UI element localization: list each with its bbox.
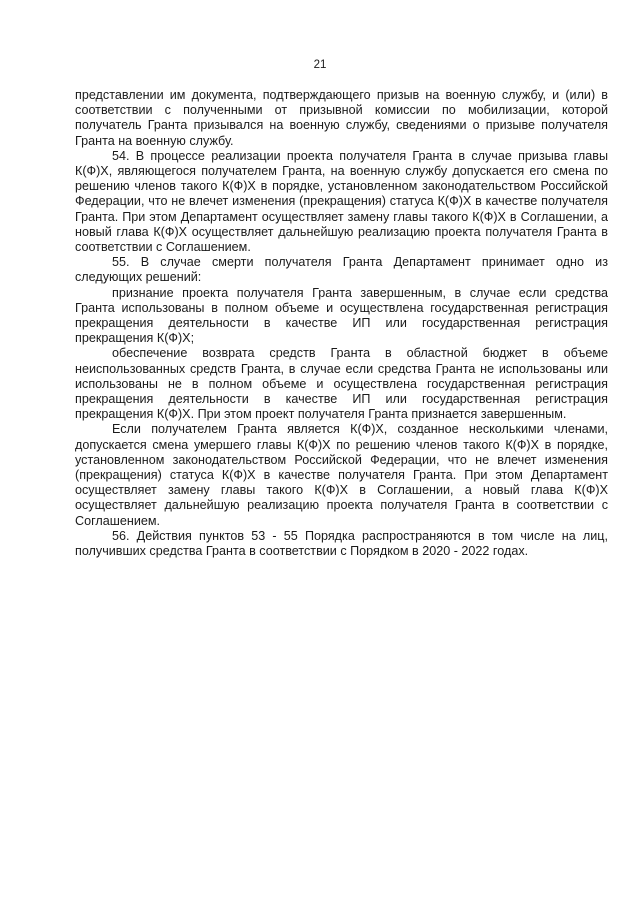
paragraph-decision-completion: признание проекта получателя Гранта завершенным, в случае если средства Гранта использованы в полном объеме и осуществлена государственная регистрация прекращения деятельности в качестве ИП или государственная регистрация прекращения К(Ф)Х; (75, 285, 608, 346)
paragraph-decision-return-funds: обеспечение возврата средств Гранта в областной бюджет в объеме неиспользованных средств Гранта, в случае если средства Гранта не использованы или использованы не в полном объеме и осуществлена государственная регистрация прекращения деятельности в качестве ИП или государственная регистрация прекращения К(Ф)Х. При этом проект получателя Гранта признается завершенным. (75, 346, 608, 422)
document-body (75, 88, 608, 559)
paragraph-item-56: 56. Действия пунктов 53 - 55 Порядка распространяются в том числе на лиц, получивших средства Гранта в соответствии с Порядком в 2020 - 2022 годах. (75, 528, 608, 559)
paragraph-kfh-head-change: Если получателем Гранта является К(Ф)Х, созданное несколькими членами, допускается смена умершего главы К(Ф)Х по решению членов такого К(Ф)Х в порядке, установленном законодательством Российской Федерации, что не влечет изменения (прекращения) статуса К(Ф)Х в качестве получателя Гранта. При этом Департамент осуществляет замену главы такого К(Ф)Х в Соглашении, а новый глава К(Ф)Х осуществляет дальнейшую реализацию проекта получателя Гранта в соответствии с Соглашением. (75, 422, 608, 528)
paragraph-item-54: 54. В процессе реализации проекта получателя Гранта в случае призыва главы К(Ф)Х, являющегося получателем Гранта, на военную службу допускается его смена по решению членов такого К(Ф)Х в порядке, установленном законодательством Российской Федерации, что не влечет изменения (прекращения) статуса К(Ф)Х в качестве получателя Гранта. При этом Департамент осуществляет замену главы такого К(Ф)Х в Соглашении, а новый глава К(Ф)Х осуществляет дальнейшую реализацию проекта получателя Гранта в соответствии с Соглашением. (75, 148, 608, 255)
paragraph-continuation: представлении им документа, подтверждающего призыв на военную службу, и (или) в соответствии с полученными от призывной комиссии по мобилизации, которой получатель Гранта призывался на военную службу, сведениями о призыве получателя Гранта на военную службу. (75, 88, 608, 148)
paragraph-item-55: 55. В случае смерти получателя Гранта Департамент принимает одно из следующих решений: (75, 255, 608, 285)
page-number: 21 (313, 59, 327, 71)
